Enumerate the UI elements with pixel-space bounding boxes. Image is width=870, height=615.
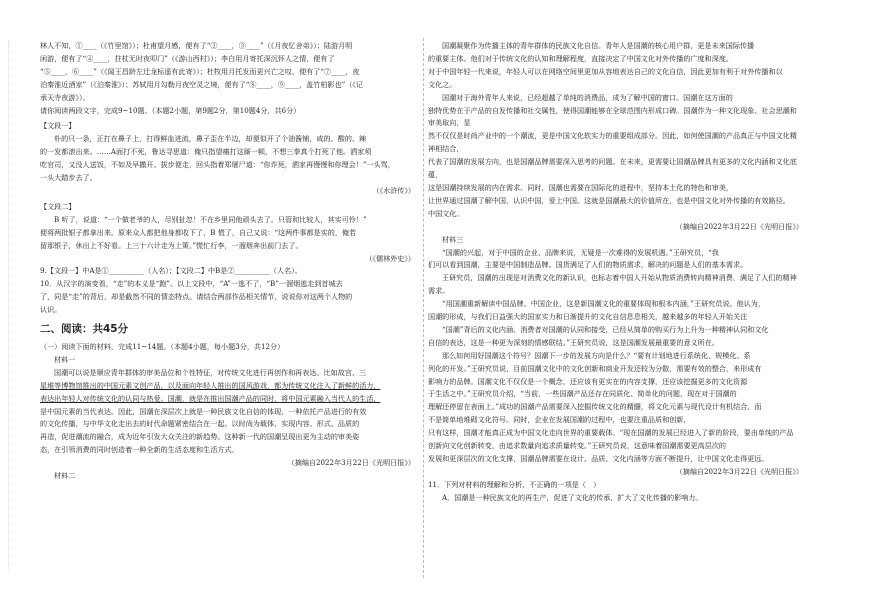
poem-line: 泊秦淮近酒家”（《泊秦淮》）；苏轼用月勾勒月夜空灵之境，便有了“⑧____，⑨____，盖竹柏影也”（《记 <box>40 79 363 89</box>
para-line: “用国潮重新解读中国品牌、中国企业，这是新国潮文化的重要体现和根本内涵，”王研究员说。他认为， <box>442 299 765 309</box>
passage2-source: （《儒林外史》） <box>365 253 415 263</box>
material1-label: 材料一 <box>54 354 76 364</box>
question-9: 9.【文段一】中A是①__________（人名）；【文段二】中B是②__________（人名）。 <box>40 266 302 276</box>
reading-instruction: 请你阅读两段文字，完成9~10题。（本题2小题，第9题2分，第10题4分，共6分） <box>40 105 301 115</box>
poem-line: “⑤____，⑥____”（《闻王昌龄左迁龙标遥有此寄》）；杜牧用月托发而更兴亡之叹，便有了“⑦____，夜 <box>40 66 360 76</box>
passage1-line: 朴的只一条，正打在鼻子上，打得鲜血迸流，鼻子歪在半边，却便似开了个油酱铺，咸的、酸的、辣 <box>54 134 367 144</box>
para-line: “国潮的兴起，对于中国的企业、品牌来说，无疑是一次难得的发展机遇。”王研究员，“我 <box>442 247 719 257</box>
para-line: 那么如何用好国潮这个符号？国潮下一步的发展方向是什么？“要有计划地进行系统化、规模化、系 <box>442 350 751 360</box>
question-10-line: 10．从汉字的演变看，“走”的本义是“跑”。以上文段中，“A”一逃不了，“B”一溜烟逃走到首城去 <box>40 279 343 289</box>
para-line: “国潮”背后的文化内涵、消费者对国潮的认同和接受，已经从简单的购买行为上升为一种精神认同和文化 <box>442 324 769 334</box>
poem-line: 承天寺夜游》）。 <box>40 92 90 102</box>
material3-label: 材料三 <box>442 234 464 244</box>
material1-line: 表达出年轻人对传统文化的认同与热爱。国潮，就是在推出国潮产品的同时，将中国元素融入当代人的生活， <box>40 393 381 403</box>
material2-label: 材料二 <box>54 471 76 481</box>
section-title: 二、阅读：共45分 <box>40 323 129 336</box>
passage2-line: 留那银子，休出上不好看。上三十六计走为上策。”慌忙行李，一溜烟奔出前门去了。 <box>40 240 303 250</box>
right-column <box>428 40 803 505</box>
margin-binding-line <box>8 40 14 570</box>
para-line: 们可以看到国潮，主要是中国制造品牌。国货满足了人们的物质需求，解决的问题是人们的基本需求。 <box>428 260 748 270</box>
para-line: 让世界通过国潮了解中国，认识中国，爱上中国。这就是国潮最大的价值所在，也是中国文化对外传播的有效路径。 <box>428 195 790 205</box>
passage2-label: 【文段二】 <box>40 201 76 211</box>
para-line: 自信的表达，这是一种更为深刻的情感联结。”王研究员说，这是国潮发展最重要的意义所在。 <box>428 337 719 347</box>
question-10-line: 认识。 <box>40 305 62 315</box>
para-line: 中国文化。 <box>428 208 464 218</box>
material1-line: 态，在引领消费的同时创造着一种全新的生活态度和生活方式。 <box>40 445 239 455</box>
para-line: 代表了国潮的发展方向，也是国潮品牌需要深入思考的问题。在未来，更需要让国潮品牌具有更多的文化内涵和文化底蕴， <box>428 157 797 180</box>
passage2-line: B 听了，说道：“一个做老爷的人，尽别扯忽！不在乡里同他顽头去了。只管和比较人，其实可怜！” <box>54 214 367 224</box>
passage1-line: 的一发都滚出来。……A面打不死，鲁达寻思道：俺只指望痛打这厮一顿，不想三拳真个打死了他。洒家须 <box>40 147 372 157</box>
material1-line: 是中国元素的当代表达。因此，国潮在深层次上就是一种民族文化自信的体现，一种依托产品进行的有效 <box>40 406 367 416</box>
material1-line: 星堆等博物馆推出的中国元素文创产品，以及面向年轻人推出的国风游戏，都为传统文化注入了新鲜的活力， <box>40 380 381 390</box>
passage2-line: 便将两批银子都拿出来。原来众人都把他身都收下了，B 慌了，自己又说：“这两件事都是实的，俺若 <box>40 227 357 237</box>
question-11: 11．下列对材料的理解和分析，不正确的一项是（ ） <box>428 479 601 489</box>
sub-instruction: （一）阅读下面的材料，完成11~14题。（本题4小题，每小题3分，共12分） <box>40 342 285 352</box>
passage1-source: （《水浒传》） <box>372 185 415 195</box>
para-line: 创新向文化创新转变，由追求数量向追求质量转变。”王研究员说，这意味着国潮需要更高层次的 <box>428 441 727 451</box>
question-10-line: 了，同是“走”的背后，却是截然不同的情态特点。请结合两部作品相关情节，说说你对这两个人物的 <box>40 292 353 302</box>
material1-source: （摘编自2022年3月22日《光明日报》） <box>287 458 415 468</box>
para-line: 影响力的品牌。国潮文化不仅仅是一个概念，还应该有更实在的内容支撑，还应该挖掘更多的文化资源 <box>428 376 748 386</box>
para-line: 这是国潮持续发展的内在需求。同时，国潮也需要在国际化的进程中，坚持本土化的特色和审美， <box>428 182 734 192</box>
material3-source: （摘编自2022年3月22日《光明日报》） <box>675 466 803 476</box>
para-line: 然不仅仅是时尚产业中的一个潮流，更是中国文化软实力的重要组成部分。因此，如何使国潮的产品真正与中国文化精神相结合， <box>428 131 797 154</box>
para-line: 对于中国年轻一代来说，年轻人可以在网络空间里更加从容地表达自己的文化自信，因此更加有利于对外传播和以 <box>428 66 783 76</box>
poem-line: 林人不知，①____（《竹里馆》）；杜甫望月感，便有了“②____，③____”（《月夜忆舍弟》）；陆游月明 <box>40 41 353 50</box>
para-line: 列化的开发。”王研究员说，目前国潮文化中的文化创新和商业开发还较为分散，需要有效的整合，来形成有 <box>428 363 762 373</box>
material1-line: 的文化传播，与中华文化走出去的时代命题紧密结合在一起。以时尚为载体，实现内容、形式、品质的 <box>40 419 360 429</box>
para-line: 国潮对于海外青年人来说，已经超越了单纯的消费品，成为了解中国的窗口。国潮在这方面的 <box>442 92 733 102</box>
question-11-option-a: A．国潮是一种民族文化的再生产，促进了文化的传承，扩大了文化传播的影响力。 <box>442 492 703 502</box>
para-line: 王研究员，国潮的出现是对消费文化的新认识，也标志着中国人开始从物质消费转向精神消费，满足了人们的精神需求。 <box>428 273 797 296</box>
column-divider <box>423 38 424 578</box>
para-line: 独特优势在于产品的自发传播和社交属性，使得国潮能够在全球范围内形成口碑。国潮作为一种文化现象、社会思潮和审美取向，显 <box>428 105 797 128</box>
para-line: 于生活之中。”王研究员介绍，“当前，一些国潮产品还存在同质化、简单化的问题，现在对于国潮的 <box>428 389 737 399</box>
poem-line: 闲游，便有了“④____，拄杖无时夜叩门”（《游山西村》）；李白用月寄托深沉怀人之情，便有了 <box>40 53 335 63</box>
passage1-line: 吃官司，又没人送饭，不如及早撒开。拔步便走，回头指着郑屠尸道：“你诈死，洒家再慢慢和你理会！”一头骂， <box>40 160 395 170</box>
para-line: 发展和更深层次的文化支撑，国潮品牌需要在设计、品质、文化内涵等方面不断提升，让中国文化走得更远。 <box>428 454 769 463</box>
material2-source: （摘编自2022年3月22日《光明日报》） <box>675 221 803 231</box>
passage1-label: 【文段一】 <box>40 121 76 131</box>
para-line: 不是简单地堆砌文化符号。同时，企业在发展国潮的过程中，也要注重品质和创新， <box>428 415 691 425</box>
para-line: 只有这样，国潮才能真正成为中国文化走向世界的重要载体。“现在国潮的发展已经进入了新的阶段，要由单纯的产品 <box>428 428 794 438</box>
passage1-line: 一头大踏步去了。 <box>40 173 97 183</box>
para-line: 文化之。 <box>428 79 457 89</box>
para-line: 理解还停留在表面上。”成功的国潮产品需要深入挖掘传统文化的精髓，将文化元素与现代设计有机结合，而 <box>428 402 762 412</box>
material1-line: 再造，促进潮流的融合，成为近年引发大众关注的新趋势。这种新一代的国潮呈现出更为主动的审美姿 <box>40 432 360 442</box>
material1-line: 国潮可以说是顺应青年群体的审美品位和个性特征，对传统文化进行再创作和再表达。比如故宫、三 <box>54 367 367 377</box>
para-line: 国潮凝聚作为传播主体的青年群体的民族文化自信。青年人是国潮的核心用户群，更是未来国际传播 <box>442 41 755 50</box>
para-line: 国潮的形成，与我们日益强大的国家实力和日渐提升的文化自信息息相关，越来越多的年轻人开始关注 <box>428 312 748 322</box>
para-line: 的重要主体。他们对于传统文化的认知和理解程度，直接决定了中国文化对外传播的广度和深度。 <box>428 53 734 63</box>
left-column <box>40 40 415 483</box>
